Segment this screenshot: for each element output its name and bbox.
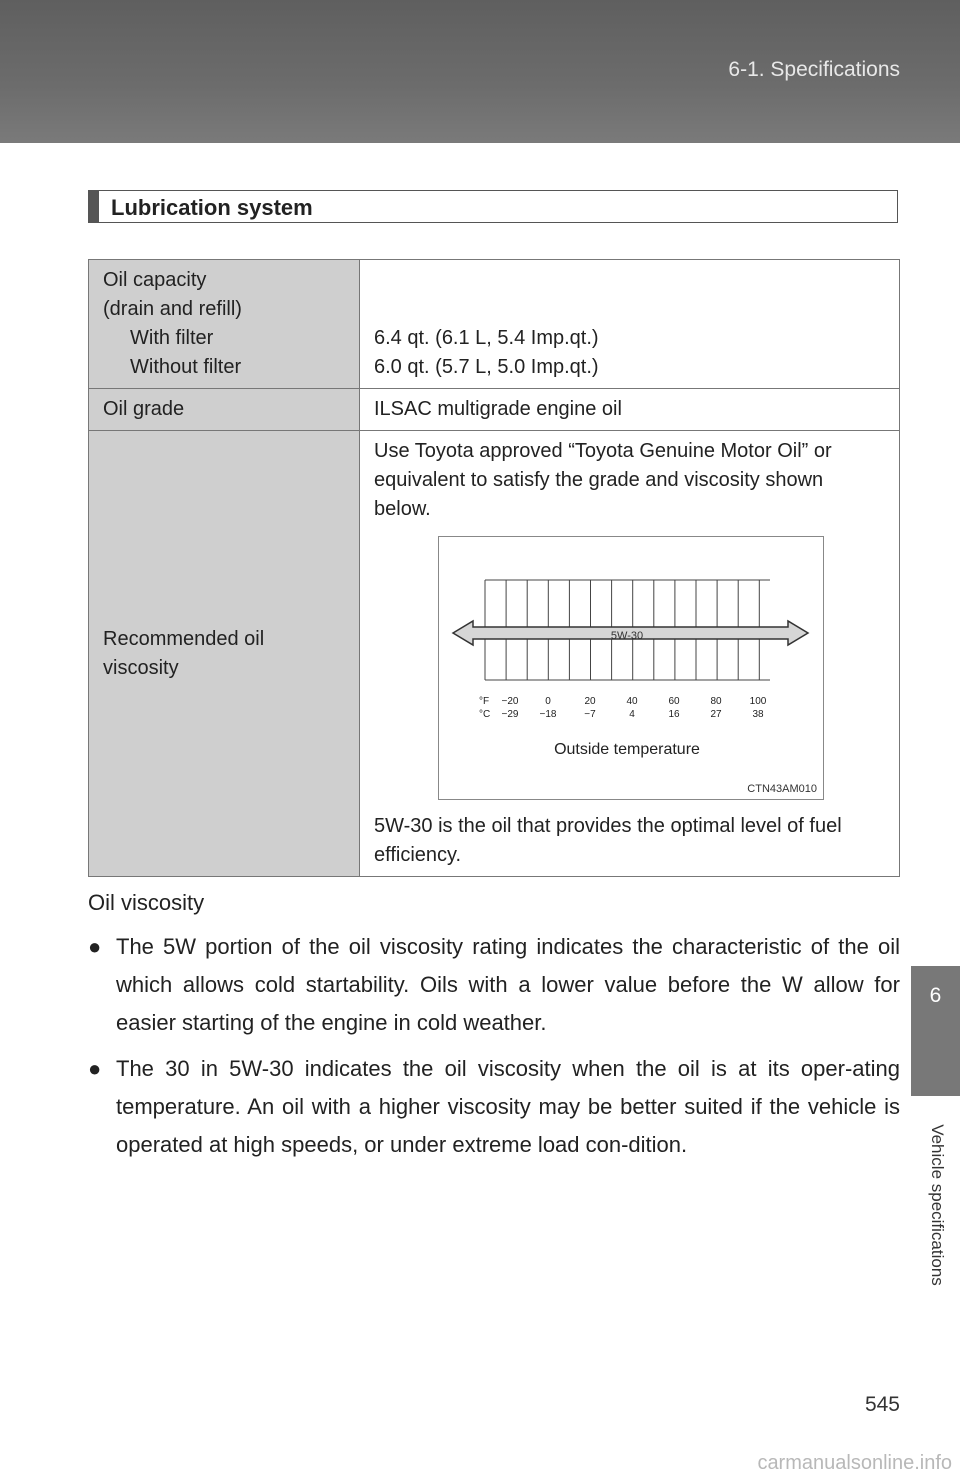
table-row-viscosity [89,431,900,877]
section-title-bar [88,190,898,223]
chapter-number: 6 [929,984,942,1007]
bullet-text: The 30 in 5W-30 indicates the oil viscosity when the oil is at its oper-ating temperature. An oil with a higher viscosity may be better suited if the vehicle is operated at high speeds, or under extreme load con-dition. [116,1056,900,1157]
table-row-oil-grade [89,389,900,431]
tick-label-f: 100 [749,696,767,707]
oil-viscosity-subheading: Oil viscosity [88,890,205,915]
viscosity-chart-svg [439,537,825,801]
oil-grade-value: ILSAC multigrade engine oil [360,389,900,431]
oil-grade-label: Oil grade [89,389,360,431]
tick-label-c: −18 [539,709,557,720]
body-text [88,888,900,1172]
page-number: 545 [864,1393,900,1416]
viscosity-label-text: Recommended oil viscosity [103,627,265,679]
tick-label-c: 38 [752,709,764,720]
title-accent [89,191,99,222]
tick-label-c: −29 [501,709,519,720]
unit-fahrenheit: °F [479,696,490,707]
with-filter-value: 6.4 qt. (6.1 L, 5.4 Imp.qt.) [374,327,599,349]
tick-label-c: −7 [584,709,596,720]
figure-code: CTN43AM010 [747,783,817,795]
specification-table [88,259,900,877]
with-filter-label: With filter [130,327,214,349]
viscosity-note: 5W-30 is the oil that provides the optimal level of fuel efficiency. [374,815,842,866]
chapter-label-text: Vehicle specifications [928,1124,947,1286]
oil-capacity-value [360,260,900,389]
axis-caption: Outside temperature [554,741,700,758]
bullet-icon: ● [88,1056,102,1081]
grade-label: 5W-30 [610,630,644,642]
viscosity-label [89,431,360,877]
bullet-item [88,928,900,1042]
viscosity-diagram [438,536,824,800]
bullet-item [88,1050,900,1164]
without-filter-value: 6.0 qt. (5.7 L, 5.0 Imp.qt.) [374,356,599,378]
tick-label-f: 40 [626,696,638,707]
tick-labels [479,696,767,720]
tick-label-c: 16 [668,709,680,720]
table-row-oil-capacity [89,260,900,389]
oil-capacity-label-line2: (drain and refill) [103,298,242,320]
oil-capacity-label [89,260,360,389]
chapter-label [914,1110,960,1300]
bullet-icon: ● [88,934,102,959]
without-filter-label: Without filter [130,356,242,378]
viscosity-value [360,431,900,877]
unit-celsius: °C [479,709,491,720]
tick-label-f: 60 [668,696,680,707]
watermark: carmanualsonline.info [757,1452,952,1474]
section-title: Lubrication system [111,195,313,220]
chapter-tab [911,966,960,1096]
tick-label-c: 27 [710,709,722,720]
oil-capacity-label-line1: Oil capacity [103,269,207,291]
section-heading: 6-1. Specifications [728,58,900,81]
bullet-text: The 5W portion of the oil viscosity rating indicates the characteristic of the oil which allows cold startability. Oils with a lower value before the W allow for easier starting of the engine in cold weather. [116,934,900,1035]
tick-label-c: 4 [629,709,635,720]
tick-label-f: 80 [710,696,722,707]
tick-label-f: −20 [501,696,519,707]
tick-label-f: 0 [545,696,551,707]
tick-label-f: 20 [584,696,596,707]
viscosity-intro: Use Toyota approved “Toyota Genuine Motor Oil” or equivalent to satisfy the grade and viscosity shown below. [374,440,832,520]
